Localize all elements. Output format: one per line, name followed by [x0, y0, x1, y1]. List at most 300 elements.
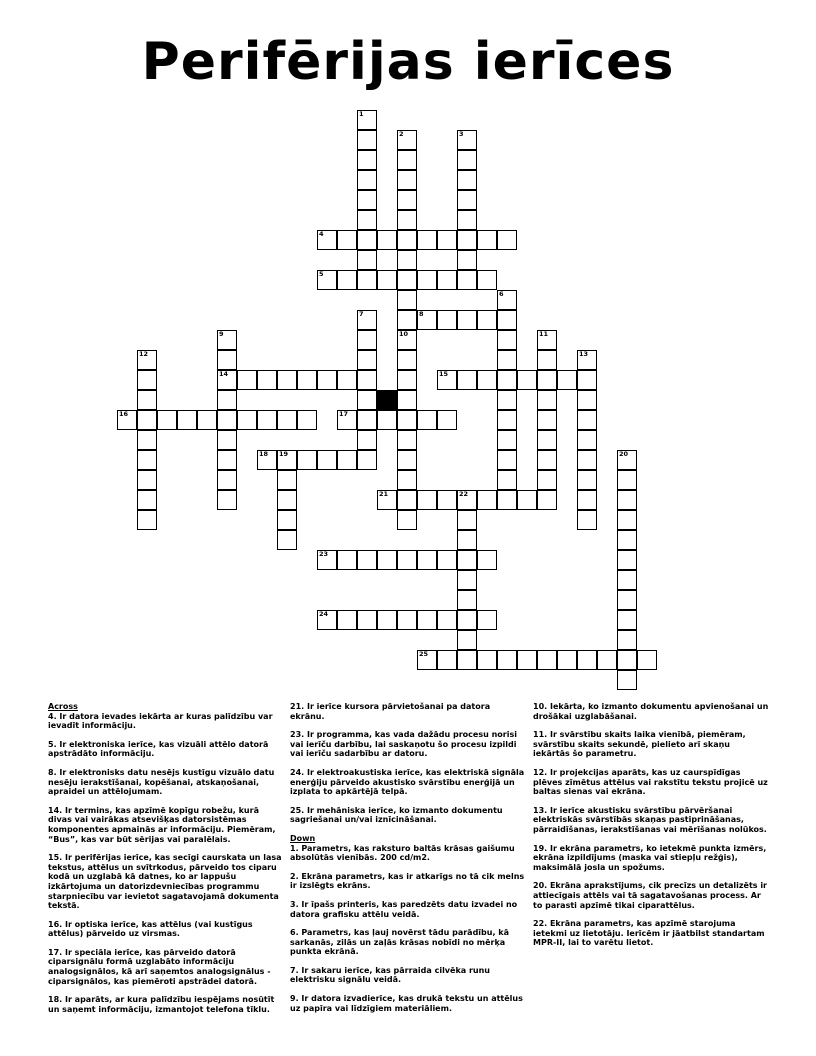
grid-cell[interactable]: [497, 230, 517, 250]
grid-cell[interactable]: [637, 650, 657, 670]
grid-cell[interactable]: [357, 550, 377, 570]
grid-cell[interactable]: [577, 650, 597, 670]
grid-cell[interactable]: [397, 370, 417, 390]
clue-item-text: Iekārta, ko izmanto dokumentu apvienošanai un drošākai uzglabāšanai.: [533, 702, 769, 721]
grid-cell[interactable]: [617, 550, 637, 570]
grid-cell[interactable]: [257, 370, 277, 390]
grid-cell[interactable]: [377, 230, 397, 250]
clue-item-text: Ir aparāts, ar kura palīdzību iespējams nosūtīt un saņemt informāciju, izmantojot telefona tīklu.: [48, 995, 275, 1014]
grid-cell[interactable]: [217, 410, 237, 430]
clue-item-number: 12.: [533, 767, 550, 777]
grid-cell[interactable]: [617, 670, 637, 690]
grid-cell[interactable]: [397, 610, 417, 630]
clue-item: [48, 740, 284, 759]
grid-cell[interactable]: [357, 410, 377, 430]
clue-number: 13: [579, 350, 589, 358]
grid-cell[interactable]: [397, 190, 417, 210]
grid-cell[interactable]: [617, 590, 637, 610]
grid-cell[interactable]: [617, 630, 637, 650]
clue-item-text: Ir ierīce kursora pārvietošanai pa datora ekrānu.: [290, 702, 491, 721]
grid-cell[interactable]: [397, 470, 417, 490]
grid-cell[interactable]: [537, 650, 557, 670]
grid-cell[interactable]: [497, 410, 517, 430]
clue-item: [48, 712, 284, 731]
grid-cell[interactable]: [337, 410, 357, 430]
grid-cell[interactable]: [397, 270, 417, 290]
grid-cell[interactable]: [437, 410, 457, 430]
grid-cell[interactable]: [217, 370, 237, 390]
clue-item-number: 23.: [290, 730, 307, 740]
clue-item-text: Ir perifērijas ierīce, kas secīgi caurskata un lasa tekstus, attēlus un svītrkodus, pārveido tos ciparu kodā un uzglabā kā datnes, ko ar lappušu izkārtojuma un datorizdevniecības programmu starpniecību var ievietot sagatavojamā dokumenta tekstā.: [48, 853, 282, 911]
clue-item-text: Ir elektroakustiska ierīce, kas elektriskā signāla enerģiju pārveido akustisko svārstību enerģijā un izplata to apkārtējā telpā.: [290, 767, 525, 797]
grid-cell[interactable]: [517, 490, 537, 510]
grid-cell[interactable]: [537, 490, 557, 510]
grid-cell[interactable]: [417, 550, 437, 570]
clue-item: [290, 702, 526, 721]
grid-cell[interactable]: [217, 490, 237, 510]
grid-cell[interactable]: [437, 610, 457, 630]
grid-cell[interactable]: [577, 350, 597, 370]
grid-cell[interactable]: [457, 250, 477, 270]
grid-cell[interactable]: [457, 630, 477, 650]
grid-cell[interactable]: [137, 430, 157, 450]
clue-item-number: 20.: [533, 881, 550, 891]
clue-item: [48, 995, 284, 1014]
clue-item-text: Ekrāna parametrs, kas ir atkarīgs no tā cik melns ir izslēgts ekrāns.: [290, 871, 525, 891]
grid-cell[interactable]: [497, 490, 517, 510]
clue-number: 14: [219, 370, 229, 378]
grid-cell[interactable]: [517, 650, 537, 670]
clue-number: 23: [319, 550, 329, 558]
grid-cell[interactable]: [137, 390, 157, 410]
grid-cell[interactable]: [357, 110, 377, 130]
grid-cell[interactable]: [277, 530, 297, 550]
grid-cell[interactable]: [317, 370, 337, 390]
grid-cell[interactable]: [537, 410, 557, 430]
clue-item-text: Ir ekrāna parametrs, ko ietekmē punkta izmērs, ekrāna izpildījums (maska vai stiepļu režģis), maksimālā josla un spožums.: [533, 843, 767, 872]
grid-cell[interactable]: [317, 230, 337, 250]
clue-item-text: Ir projekcijas aparāts, kas uz caurspīdīgas plēves zīmētus attēlus vai rakstītu tekstu projicē uz baltas sienas vai ekrāna.: [533, 767, 768, 797]
grid-cell[interactable]: [617, 610, 637, 630]
grid-cell[interactable]: [477, 310, 497, 330]
clue-column-2: [290, 702, 526, 1022]
clue-item-text: Ir speciāla ierīce, kas pārveido datorā ciparsignālu formā uzglabāto informāciju analogsignālos, kā arī saņemtos analogsignālus - ciparsignālos, kas piemēroti apstrādei datorā.: [48, 947, 271, 986]
grid-cell[interactable]: [497, 650, 517, 670]
grid-cell[interactable]: [537, 390, 557, 410]
clue-number: 8: [419, 310, 424, 318]
clue-item: [48, 853, 284, 911]
grid-cell[interactable]: [397, 130, 417, 150]
grid-cell[interactable]: [477, 550, 497, 570]
grid-cell[interactable]: [457, 230, 477, 250]
grid-cell[interactable]: [357, 270, 377, 290]
grid-cell[interactable]: [577, 430, 597, 450]
grid-cell[interactable]: [437, 650, 457, 670]
grid-cell[interactable]: [357, 230, 377, 250]
clue-item-text: Ekrāna aprakstījums, cik precīzs un detalizēts ir attiecīgais attēls vai tā sagatavošanas process. Ar to parasti apzīmē tikai ciparattēlus.: [533, 881, 768, 910]
clue-item-number: 13.: [533, 805, 550, 815]
grid-cell[interactable]: [417, 610, 437, 630]
clue-number: 6: [499, 290, 504, 298]
grid-cell[interactable]: [457, 650, 477, 670]
grid-cell[interactable]: [217, 470, 237, 490]
grid-cell[interactable]: [577, 470, 597, 490]
grid-cell[interactable]: [457, 270, 477, 290]
clue-item-number: 6.: [290, 928, 302, 938]
grid-cell[interactable]: [357, 150, 377, 170]
grid-cell[interactable]: [457, 150, 477, 170]
grid-cell[interactable]: [277, 370, 297, 390]
grid-cell[interactable]: [297, 450, 317, 470]
clue-item-text: Ir mehāniska ierīce, ko izmanto dokumentu sagriešanai un/vai iznīcināšanai.: [290, 805, 503, 825]
grid-cell[interactable]: [337, 370, 357, 390]
grid-cell[interactable]: [397, 430, 417, 450]
clue-number: 9: [219, 330, 224, 338]
grid-cell[interactable]: [397, 350, 417, 370]
grid-cell[interactable]: [317, 450, 337, 470]
grid-cell[interactable]: [477, 610, 497, 630]
grid-cell[interactable]: [137, 410, 157, 430]
grid-cell[interactable]: [617, 570, 637, 590]
grid-cell[interactable]: [417, 310, 437, 330]
clue-item-text: Ir īpašs printeris, kas paredzēts datu izvadei no datora grafisku attēlu veidā.: [290, 899, 518, 919]
clue-item: [290, 844, 526, 863]
grid-cell[interactable]: [397, 250, 417, 270]
clue-item: [48, 948, 284, 986]
clue-item: [533, 844, 769, 873]
clue-number: 17: [339, 410, 349, 418]
clue-column-1: [48, 702, 284, 1023]
clue-item-number: 5.: [48, 739, 60, 749]
grid-cell[interactable]: [417, 230, 437, 250]
grid-cell[interactable]: [357, 330, 377, 350]
grid-cell[interactable]: [377, 270, 397, 290]
grid-cell[interactable]: [497, 350, 517, 370]
grid-cell[interactable]: [497, 390, 517, 410]
grid-cell[interactable]: [537, 450, 557, 470]
grid-cell[interactable]: [477, 650, 497, 670]
clue-item-text: Parametrs, kas raksturo baltās krāsas gaišumu absolūtās vienībās. 200 cd/m2.: [290, 843, 515, 863]
grid-cell[interactable]: [477, 230, 497, 250]
clue-item: [290, 806, 526, 825]
clue-item-number: 4.: [48, 711, 60, 721]
clue-item: [48, 920, 284, 939]
grid-cell[interactable]: [457, 550, 477, 570]
clue-number: 4: [319, 230, 324, 238]
grid-cell[interactable]: [497, 470, 517, 490]
grid-cell[interactable]: [617, 450, 637, 470]
grid-cell[interactable]: [157, 410, 177, 430]
clue-item-number: 1.: [290, 843, 302, 853]
clue-item-number: 2.: [290, 871, 302, 881]
clue-item-number: 21.: [290, 702, 307, 711]
grid-cell[interactable]: [337, 270, 357, 290]
clue-number: 25: [419, 650, 429, 658]
grid-cell[interactable]: [537, 370, 557, 390]
grid-cell[interactable]: [237, 410, 257, 430]
clue-number: 1: [359, 110, 364, 118]
grid-cell[interactable]: [557, 370, 577, 390]
grid-cell[interactable]: [277, 490, 297, 510]
clue-item-number: 10.: [533, 702, 550, 711]
clue-item: [290, 768, 526, 797]
clue-item: [48, 806, 284, 844]
grid-cell[interactable]: [437, 270, 457, 290]
clue-number: 21: [379, 490, 389, 498]
grid-cell[interactable]: [137, 510, 157, 530]
grid-cell[interactable]: [197, 410, 217, 430]
grid-cell[interactable]: [217, 330, 237, 350]
grid-cell[interactable]: [137, 490, 157, 510]
clue-column-3: [533, 702, 769, 957]
grid-cell[interactable]: [397, 510, 417, 530]
grid-cell[interactable]: [137, 370, 157, 390]
clue-item-number: 7.: [290, 965, 302, 975]
clue-item-text: Ir elektronisks datu nesējs kustīgu vizuālo datu nesēju ierakstīšanai, kopēšanai, atskaņošanai, apraidei un attēlojumam.: [48, 767, 275, 797]
grid-cell[interactable]: [457, 590, 477, 610]
grid-cell[interactable]: [417, 410, 437, 430]
grid-cell[interactable]: [217, 390, 237, 410]
grid-cell[interactable]: [497, 450, 517, 470]
clue-number: 11: [539, 330, 549, 338]
grid-cell[interactable]: [537, 350, 557, 370]
grid-cell[interactable]: [377, 410, 397, 430]
grid-cell[interactable]: [437, 550, 457, 570]
grid-cell[interactable]: [337, 550, 357, 570]
grid-cell[interactable]: [317, 270, 337, 290]
grid-cell[interactable]: [617, 470, 637, 490]
grid-cell[interactable]: [317, 610, 337, 630]
clue-item: [533, 768, 769, 797]
grid-cell[interactable]: [357, 390, 377, 410]
grid-cell[interactable]: [297, 370, 317, 390]
grid-cell[interactable]: [577, 450, 597, 470]
grid-cell[interactable]: [397, 490, 417, 510]
clue-item: [48, 768, 284, 797]
grid-cell[interactable]: [457, 610, 477, 630]
grid-cell[interactable]: [357, 310, 377, 330]
grid-cell[interactable]: [397, 150, 417, 170]
grid-cell[interactable]: [497, 290, 517, 310]
clue-item-number: 24.: [290, 767, 307, 777]
grid-cell[interactable]: [257, 410, 277, 430]
grid-cell[interactable]: [277, 470, 297, 490]
grid-cell[interactable]: [277, 410, 297, 430]
grid-cell[interactable]: [597, 650, 617, 670]
grid-cell[interactable]: [277, 510, 297, 530]
clue-item-text: Ir optiska ierīce, kas attēlus (vai kustīgus attēlus) pārveido uz virsmas.: [48, 919, 253, 939]
grid-cell[interactable]: [137, 450, 157, 470]
grid-cell[interactable]: [357, 170, 377, 190]
clue-number: 2: [399, 130, 404, 138]
clue-item: [290, 900, 526, 919]
clue-item: [290, 966, 526, 985]
grid-cell[interactable]: [357, 250, 377, 270]
grid-cell[interactable]: [457, 130, 477, 150]
grid-cell[interactable]: [617, 490, 637, 510]
grid-cell[interactable]: [357, 130, 377, 150]
grid-cell[interactable]: [397, 450, 417, 470]
clue-item-text: Ir elektroniska ierīce, kas vizuāli attēlo datorā apstrādāto informāciju.: [48, 739, 269, 759]
grid-cell[interactable]: [357, 350, 377, 370]
grid-cell[interactable]: [577, 490, 597, 510]
clue-item-number: 16.: [48, 919, 65, 929]
grid-cell[interactable]: [457, 310, 477, 330]
clue-number: 10: [399, 330, 409, 338]
clue-item-number: 9.: [290, 994, 302, 1004]
clue-item-text: Parametrs, kas ļauj novērst tādu parādību, kā sarkanās, zilās un zaļās krāsas nobīdi no mērķa punkta ekrānā.: [290, 928, 510, 957]
grid-cell[interactable]: [457, 190, 477, 210]
grid-cell[interactable]: [357, 430, 377, 450]
grid-cell[interactable]: [357, 370, 377, 390]
grid-cell[interactable]: [497, 370, 517, 390]
grid-cell[interactable]: [477, 370, 497, 390]
grid-cell[interactable]: [217, 450, 237, 470]
grid-cell[interactable]: [337, 230, 357, 250]
clue-item-text: Ir svārstību skaits laika vienībā, piemēram, svārstību skaits sekundē, pielieto arī skaņu iekārtās šo parametru.: [533, 730, 746, 759]
grid-cell[interactable]: [437, 370, 457, 390]
clue-item: [533, 702, 769, 721]
clue-item-number: 25.: [290, 805, 307, 815]
grid-cell[interactable]: [397, 310, 417, 330]
grid-cell[interactable]: [137, 470, 157, 490]
grid-cell[interactable]: [397, 210, 417, 230]
grid-cell[interactable]: [397, 230, 417, 250]
grid-cell[interactable]: [217, 430, 237, 450]
clue-item: [290, 994, 526, 1013]
grid-cell[interactable]: [377, 490, 397, 510]
clue-item-text: Ekrāna parametrs, kas apzīmē starojuma ietekmi uz lietotāju. Ierīcēm ir jāatbilst standartam MPR-II, lai to varētu lietot.: [533, 919, 765, 948]
clue-item-number: 14.: [48, 805, 65, 815]
clue-item: [533, 919, 769, 948]
clue-number: 15: [439, 370, 449, 378]
grid-cell[interactable]: [217, 350, 237, 370]
clue-item-number: 3.: [290, 899, 302, 909]
clue-item-number: 22.: [533, 919, 550, 929]
grid-cell[interactable]: [457, 170, 477, 190]
grid-cell[interactable]: [557, 650, 577, 670]
down-heading: Down: [290, 833, 316, 843]
grid-cell[interactable]: [257, 450, 277, 470]
clue-number: 5: [319, 270, 324, 278]
clue-item-text: Ir sakaru ierīce, kas pārraida cilvēka runu elektrisku signālu veidā.: [290, 965, 490, 985]
clue-item-number: 11.: [533, 730, 550, 740]
clue-number: 7: [359, 310, 364, 318]
grid-cell[interactable]: [457, 510, 477, 530]
grid-cell[interactable]: [417, 650, 437, 670]
clue-item-text: Ir datora izvadierīce, kas drukā tekstu un attēlus uz papīra vai līdzīgiem materiāliem.: [290, 994, 523, 1013]
clue-item: [290, 872, 526, 891]
clue-item-text: Ir ierīce akustisku svārstību pārvēršanai elektriskās svārstībās skaņas pastiprināšanas, pārraidīšanas, ierakstīšanas vai mērīšanas nolūkos.: [533, 805, 767, 834]
clue-item-number: 17.: [48, 947, 65, 957]
grid-cell[interactable]: [117, 410, 137, 430]
grid-cell[interactable]: [357, 450, 377, 470]
puzzle-title: Perifērijas ierīces: [141, 32, 675, 92]
grid-cell[interactable]: [577, 370, 597, 390]
grid-cell[interactable]: [437, 490, 457, 510]
grid-cell[interactable]: [577, 510, 597, 530]
clue-number: 22: [459, 490, 469, 498]
grid-cell[interactable]: [237, 370, 257, 390]
clue-item: [533, 730, 769, 759]
grid-cell[interactable]: [517, 370, 537, 390]
clue-number: 16: [119, 410, 129, 418]
clue-item-text: Ir datora ievades iekārta ar kuras palīdzību var ievadīt informāciju.: [48, 711, 273, 731]
clue-item: [533, 806, 769, 835]
grid-cell[interactable]: [457, 490, 477, 510]
grid-cell[interactable]: [357, 210, 377, 230]
grid-cell[interactable]: [537, 330, 557, 350]
grid-cell[interactable]: [297, 410, 317, 430]
grid-cell[interactable]: [477, 270, 497, 290]
grid-cell[interactable]: [457, 570, 477, 590]
grid-cell[interactable]: [397, 290, 417, 310]
grid-cell[interactable]: [497, 310, 517, 330]
grid-cell[interactable]: [537, 470, 557, 490]
clue-number: 18: [259, 450, 269, 458]
clue-number: 19: [279, 450, 289, 458]
grid-cell[interactable]: [377, 550, 397, 570]
grid-cell[interactable]: [417, 490, 437, 510]
grid-cell[interactable]: [537, 430, 557, 450]
grid-cell[interactable]: [417, 270, 437, 290]
black-cell: [377, 390, 397, 410]
grid-cell[interactable]: [437, 230, 457, 250]
clue-item-text: Ir programma, kas vada dažādu procesu norisi vai ierīču darbību, lai saskaņotu šo procesu izpildi vai ierīču sadarbību ar datoru.: [290, 730, 517, 759]
grid-cell[interactable]: [457, 530, 477, 550]
grid-cell[interactable]: [617, 510, 637, 530]
clue-item-number: 15.: [48, 853, 65, 863]
grid-cell[interactable]: [377, 610, 397, 630]
grid-cell[interactable]: [577, 410, 597, 430]
grid-cell[interactable]: [337, 610, 357, 630]
grid-cell[interactable]: [617, 650, 637, 670]
grid-cell[interactable]: [137, 350, 157, 370]
grid-cell[interactable]: [457, 370, 477, 390]
clue-item-number: 8.: [48, 767, 60, 777]
grid-cell[interactable]: [357, 190, 377, 210]
grid-cell[interactable]: [497, 430, 517, 450]
clue-number: 3: [459, 130, 464, 138]
grid-cell[interactable]: [577, 390, 597, 410]
clue-item: [290, 928, 526, 957]
grid-cell[interactable]: [437, 310, 457, 330]
grid-cell[interactable]: [397, 550, 417, 570]
grid-cell[interactable]: [177, 410, 197, 430]
clue-item-number: 19.: [533, 843, 550, 853]
clue-number: 12: [139, 350, 149, 358]
grid-cell[interactable]: [497, 330, 517, 350]
clue-item: [290, 730, 526, 759]
grid-cell[interactable]: [397, 330, 417, 350]
grid-cell[interactable]: [317, 550, 337, 570]
grid-cell[interactable]: [457, 210, 477, 230]
grid-cell[interactable]: [397, 170, 417, 190]
grid-cell[interactable]: [397, 390, 417, 410]
clue-number: 20: [619, 450, 629, 458]
grid-cell[interactable]: [357, 610, 377, 630]
grid-cell[interactable]: [477, 490, 497, 510]
clue-item-number: 18.: [48, 995, 65, 1005]
grid-cell[interactable]: [337, 450, 357, 470]
clue-number: 24: [319, 610, 329, 618]
clue-item: [533, 881, 769, 910]
grid-cell[interactable]: [277, 450, 297, 470]
grid-cell[interactable]: [617, 530, 637, 550]
across-heading: Across: [48, 702, 78, 711]
clue-item-text: Ir termins, kas apzīmē kopīgu robežu, kurā divas vai vairākas atsevišķas datorsistēmas komponentes apmainās ar informāciju. Piemēram, “Bus”, kas var būt sērijas vai paralēlais.: [48, 805, 276, 844]
grid-cell[interactable]: [397, 410, 417, 430]
